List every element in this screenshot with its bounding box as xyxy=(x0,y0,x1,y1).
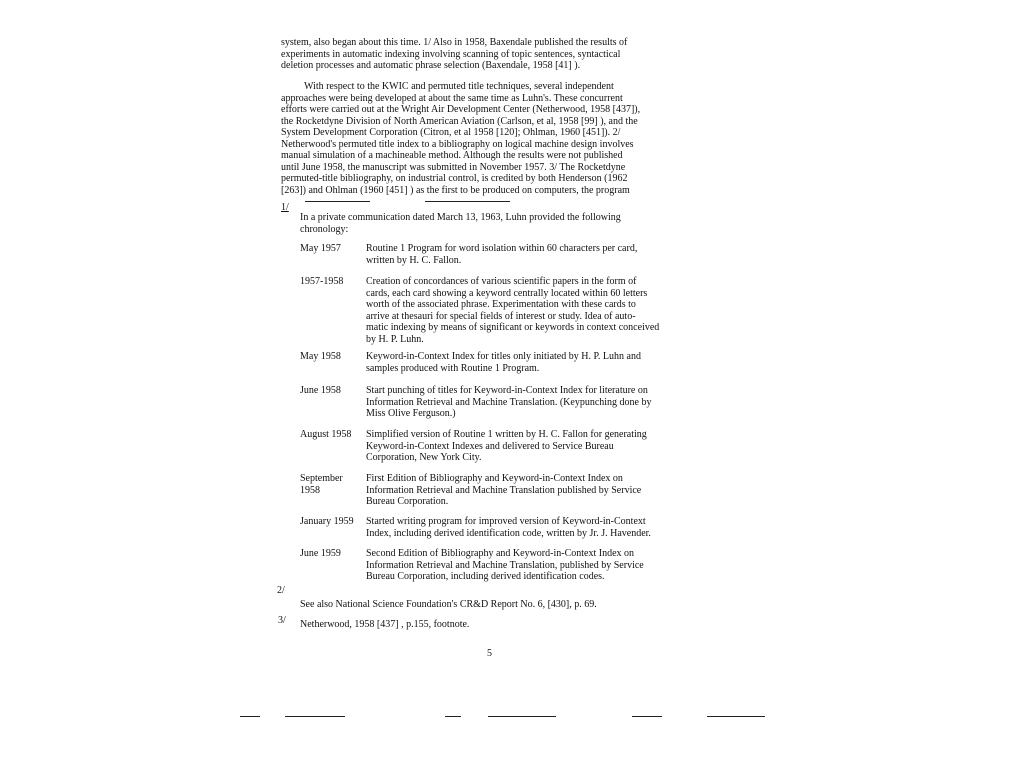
text-line: worth of the associated phrase. Experimentation with these cards to xyxy=(366,299,636,310)
text-line: approaches were being developed at about the same time as Luhn's. These concurrent xyxy=(281,92,623,104)
text-line: First Edition of Bibliography and Keyword-in-Context Index on xyxy=(366,473,623,484)
text-line: the Rocketdyne Division of North American Aviation (Carlson, et al, 1958 [99] ), and the xyxy=(281,115,638,127)
scan-artifact-line xyxy=(488,716,556,717)
text-line: Miss Olive Ferguson.) xyxy=(366,408,456,419)
text-line: Bureau Corporation. xyxy=(366,496,449,507)
text-line: arrive at thesauri for special fields of interest or study. Idea of auto- xyxy=(366,310,636,322)
page-number: 5 xyxy=(487,648,492,659)
text-line: Routine 1 Program for word isolation within 60 characters per card, xyxy=(366,243,638,254)
chronology-date xyxy=(300,548,341,560)
chronology-date xyxy=(300,276,343,288)
footnote-3-text: Netherwood, 1958 [437] , p.155, footnote. xyxy=(300,619,470,630)
text-line: Corporation, New York City. xyxy=(366,452,482,463)
footnote-1-marker: 1/ xyxy=(281,202,289,213)
chronology-entry xyxy=(366,473,641,508)
paragraph-1 xyxy=(281,37,627,72)
date-line: September xyxy=(300,473,343,484)
footnote-2-text: See also National Science Foundation's CR&D Report No. 6, [430], p. 69. xyxy=(300,599,597,610)
text-line: Keyword-in-Context Index for titles only initiated by H. P. Luhn and xyxy=(366,351,641,362)
text-line: Creation of concordances of various scientific papers in the form of xyxy=(366,276,637,287)
date-line: June 1958 xyxy=(300,385,341,396)
footnote-1-intro xyxy=(300,212,621,235)
chronology-entry xyxy=(366,429,647,464)
text-line: Simplified version of Routine 1 written by H. C. Fallon for generating xyxy=(366,429,647,440)
date-line: May 1957 xyxy=(300,243,341,254)
chronology-entry xyxy=(366,276,659,345)
text-line: chronology: xyxy=(300,223,349,235)
text-line: permuted-title bibliography, on industrial control, is credited by both Henderson (1962 xyxy=(281,173,628,184)
text-line: Second Edition of Bibliography and Keyword-in-Context Index on xyxy=(366,548,635,559)
text-line: experiments in automatic indexing involving scanning of topic sentences, syntactical xyxy=(281,48,621,60)
date-line: January 1959 xyxy=(300,516,354,527)
text-line: efforts were carried out at the Wright Air Development Center (Netherwood, 1958 [437]), xyxy=(281,104,641,115)
text-line: written by H. C. Fallon. xyxy=(366,254,462,266)
chronology-date xyxy=(300,243,341,255)
text-line: Started writing program for improved version of Keyword-in-Context xyxy=(366,516,646,527)
text-line: Bureau Corporation, including derived identification codes. xyxy=(366,571,605,582)
chronology-date xyxy=(300,351,341,363)
scan-artifact-line xyxy=(240,716,260,717)
text-line: manual simulation of a machineable method. Although the results were not published xyxy=(281,150,623,161)
text-line: Keyword-in-Context Indexes and delivered to Service Bureau xyxy=(366,440,614,452)
chronology-entry xyxy=(366,516,651,539)
text-line: until June 1958, the manuscript was submitted in November 1957. 3/ The Rocketdyne xyxy=(281,161,626,173)
chronology-date xyxy=(300,516,354,528)
chronology-entry xyxy=(366,243,637,266)
chronology-date xyxy=(300,429,351,441)
chronology-date xyxy=(300,473,343,496)
text-line: Information Retrieval and Machine Translation. (Keypunching done by xyxy=(366,396,652,408)
text-line: by H. P. Luhn. xyxy=(366,333,424,345)
date-line: June 1959 xyxy=(300,548,341,559)
footnote-3-marker: 3/ xyxy=(278,615,286,626)
text-line: Start punching of titles for Keyword-in-Context Index for literature on xyxy=(366,385,648,396)
date-line: August 1958 xyxy=(300,429,352,440)
date-line: May 1958 xyxy=(300,351,341,362)
text-line: system, also began about this time. 1/ Also in 1958, Baxendale published the results of xyxy=(281,37,628,48)
chronology-date xyxy=(300,385,341,397)
text-line: System Development Corporation (Citron, et al 1958 [120]; Ohlman, 1960 [451]). 2/ xyxy=(281,127,621,138)
text-line: With respect to the KWIC and permuted title techniques, several independent xyxy=(304,81,614,92)
date-line: 1957-1958 xyxy=(300,276,344,287)
scan-artifact-line xyxy=(445,716,461,717)
footnote-separator xyxy=(425,201,510,202)
scan-artifact-line xyxy=(632,716,662,717)
text-line: samples produced with Routine 1 Program. xyxy=(366,362,540,374)
scan-artifact-line xyxy=(707,716,765,717)
text-line: deletion processes and automatic phrase selection (Baxendale, 1958 [41] ). xyxy=(281,60,581,71)
chronology-entry xyxy=(366,548,644,583)
footnote-separator xyxy=(305,201,370,202)
date-line: 1958 xyxy=(300,484,320,496)
text-line: Netherwood's permuted title index to a bibliography on logical machine design involves xyxy=(281,138,634,150)
text-line: Index, including derived identification code, written by Jr. J. Havender. xyxy=(366,527,651,539)
scan-artifact-line xyxy=(285,716,345,717)
text-line: In a private communication dated March 13, 1963, Luhn provided the following xyxy=(300,212,621,223)
chronology-entry xyxy=(366,351,641,374)
paragraph-2 xyxy=(281,81,640,196)
text-line: [263]) and Ohlman (1960 [451] ) as the first to be produced on computers, the program xyxy=(281,184,630,196)
footnote-2-marker: 2/ xyxy=(277,585,285,596)
text-line: cards, each card showing a keyword centrally located within 60 letters xyxy=(366,287,648,299)
text-line: Information Retrieval and Machine Translation published by Service xyxy=(366,484,642,496)
chronology-entry xyxy=(366,385,652,420)
text-line: matic indexing by means of significant or keywords in context conceived xyxy=(366,322,660,333)
text-line: Information Retrieval and Machine Translation, published by Service xyxy=(366,559,644,571)
